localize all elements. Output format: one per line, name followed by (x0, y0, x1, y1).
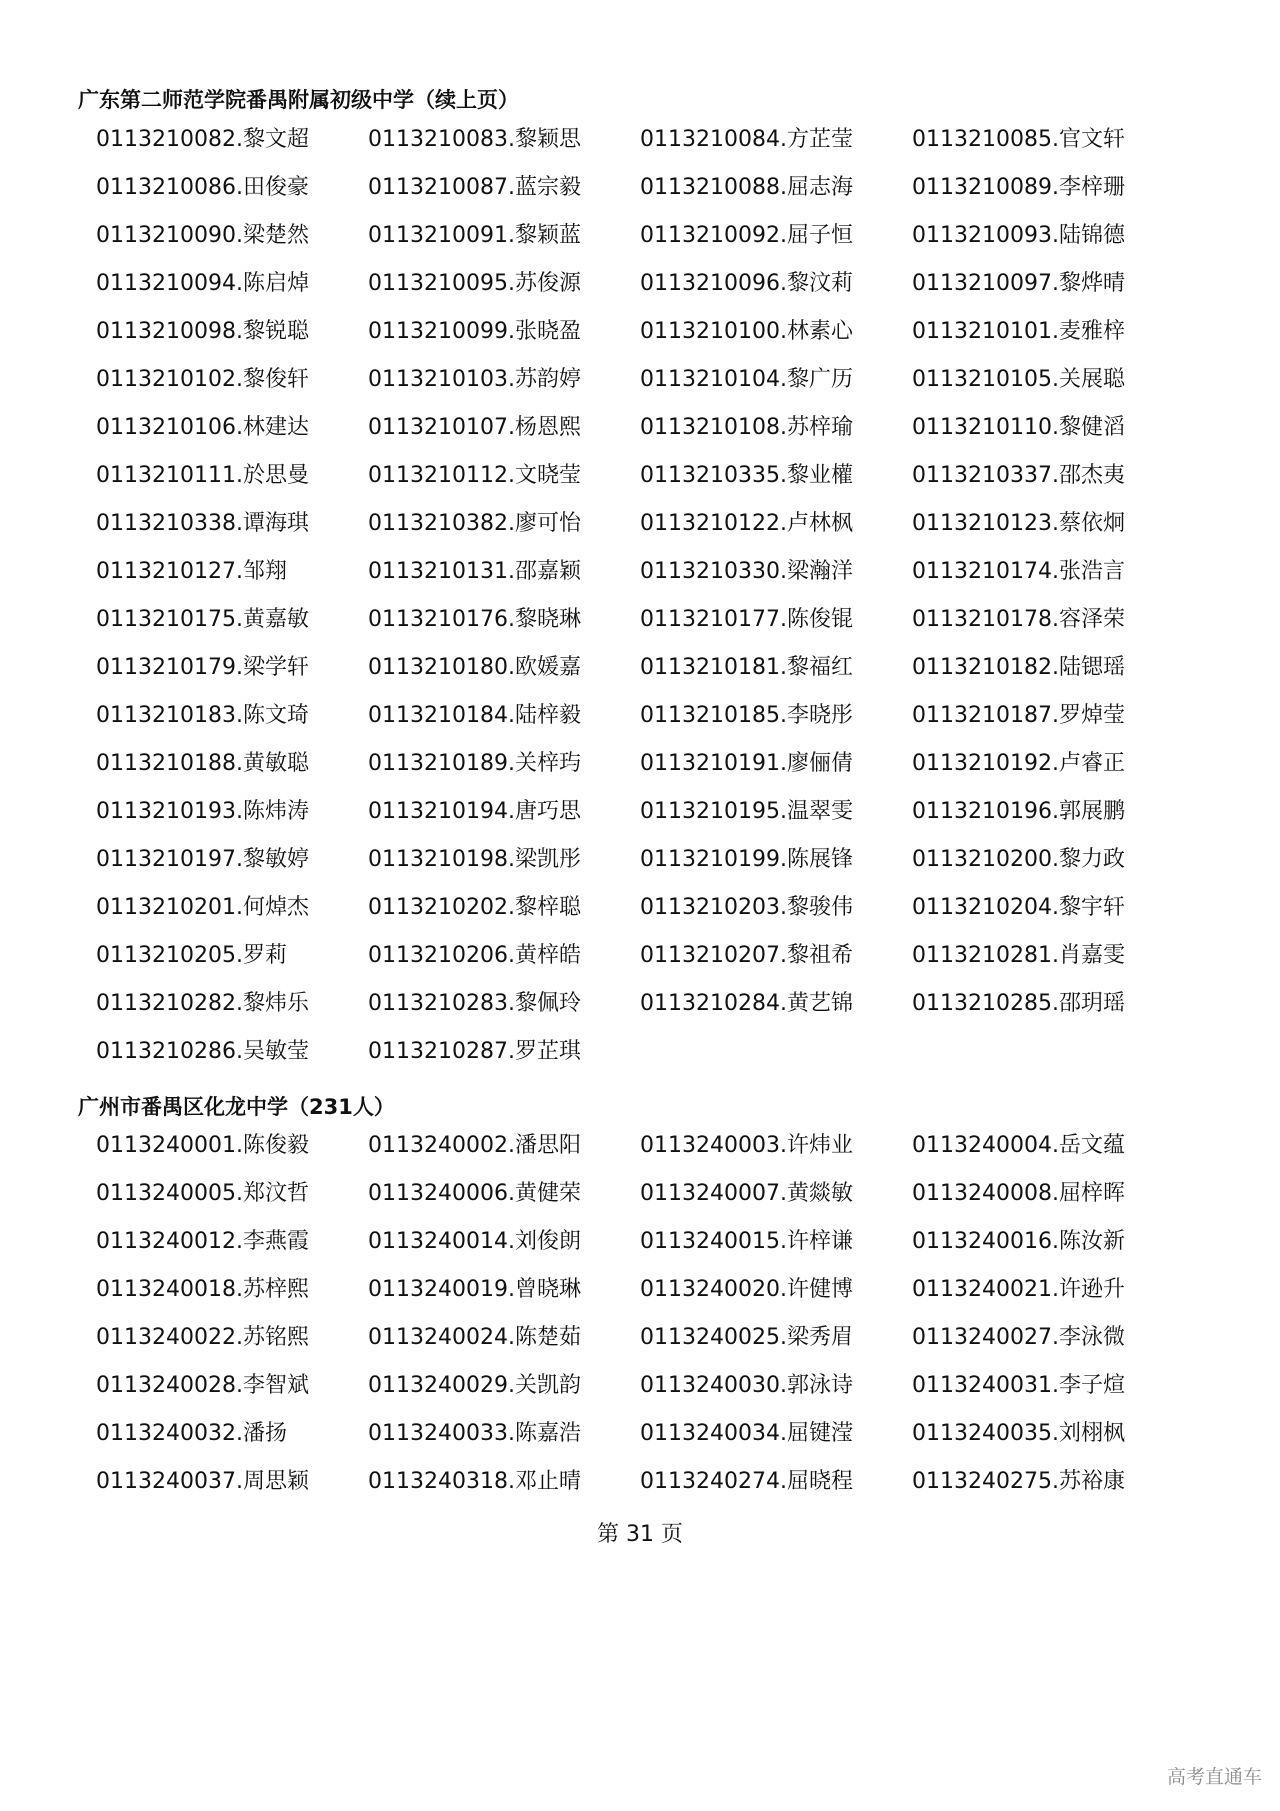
student-entry: 0113210286.吴敏莹 (96, 1039, 309, 1064)
student-entry: 0113210131.邵嘉颖 (368, 559, 581, 584)
student-entry: 0113240034.屈键滢 (640, 1421, 853, 1446)
student-entry: 0113210196.郭展鹏 (912, 799, 1125, 824)
student-entry: 0113210127.邹翔 (96, 559, 287, 584)
student-entry: 0113210335.黎业權 (640, 463, 853, 488)
student-entry: 0113240015.许梓谦 (640, 1229, 853, 1254)
student-entry: 0113210178.容泽荣 (912, 607, 1125, 632)
student-entry: 0113210083.黎颖思 (368, 127, 581, 152)
student-entry: 0113240027.李泳微 (912, 1325, 1125, 1350)
student-entry: 0113210111.於思曼 (96, 463, 309, 488)
student-entry: 0113210179.梁学轩 (96, 655, 309, 680)
student-entry: 0113240012.李燕霞 (96, 1229, 309, 1254)
page-number: 第 31 页 (597, 1522, 683, 1547)
student-entry: 0113210207.黎祖希 (640, 943, 853, 968)
student-entry: 0113210191.廖俪倩 (640, 751, 853, 776)
student-entry: 0113240030.郭泳诗 (640, 1373, 853, 1398)
student-entry: 0113210382.廖可怡 (368, 511, 581, 536)
student-entry: 0113210104.黎广历 (640, 367, 853, 392)
student-entry: 0113210176.黎晓琳 (368, 607, 581, 632)
student-entry: 0113210102.黎俊轩 (96, 367, 309, 392)
student-entry: 0113240008.屈梓晖 (912, 1181, 1125, 1206)
student-entry: 0113240037.周思颖 (96, 1469, 309, 1494)
student-entry: 0113210088.屈志海 (640, 175, 853, 200)
student-entry: 0113210105.关展聪 (912, 367, 1125, 392)
student-entry: 0113210198.梁凯彤 (368, 847, 581, 872)
student-entry: 0113210112.文晓莹 (368, 463, 581, 488)
section-title-2: 广州市番禺区化龙中学（231人） (78, 1095, 395, 1119)
student-entry: 0113210122.卢林枫 (640, 511, 853, 536)
student-entry: 0113210195.温翠雯 (640, 799, 853, 824)
student-entry: 0113240033.陈嘉浩 (368, 1421, 581, 1446)
student-entry: 0113210202.黎梓聪 (368, 895, 581, 920)
student-entry: 0113210204.黎宇轩 (912, 895, 1125, 920)
student-entry: 0113210181.黎福红 (640, 655, 853, 680)
student-entry: 0113210101.麦雅梓 (912, 319, 1125, 344)
student-entry: 0113210287.罗芷琪 (368, 1039, 581, 1064)
student-entry: 0113210085.官文轩 (912, 127, 1125, 152)
student-entry: 0113240029.关凯韵 (368, 1373, 581, 1398)
student-entry: 0113240001.陈俊毅 (96, 1133, 309, 1158)
student-entry: 0113210094.陈启焯 (96, 271, 309, 296)
student-entry: 0113240016.陈汝新 (912, 1229, 1125, 1254)
student-entry: 0113210082.黎文超 (96, 127, 309, 152)
student-entry: 0113210096.黎汶莉 (640, 271, 853, 296)
student-entry: 0113210174.张浩言 (912, 559, 1125, 584)
student-entry: 0113210338.谭海琪 (96, 511, 309, 536)
student-entry: 0113210110.黎健滔 (912, 415, 1125, 440)
student-entry: 0113240002.潘思阳 (368, 1133, 581, 1158)
student-entry: 0113210090.梁楚然 (96, 223, 309, 248)
student-entry: 0113210193.陈炜涛 (96, 799, 309, 824)
student-entry: 0113240022.苏铭熙 (96, 1325, 309, 1350)
student-entry: 0113210200.黎力政 (912, 847, 1125, 872)
student-entry: 0113240018.苏梓熙 (96, 1277, 309, 1302)
student-entry: 0113210091.黎颖蓝 (368, 223, 581, 248)
student-entry: 0113210205.罗莉 (96, 943, 287, 968)
student-entry: 0113210182.陆锶瑶 (912, 655, 1125, 680)
student-entry: 0113210093.陆锦德 (912, 223, 1125, 248)
student-entry: 0113210188.黄敏聪 (96, 751, 309, 776)
student-entry: 0113240031.李子煊 (912, 1373, 1125, 1398)
student-entry: 0113210108.苏梓瑜 (640, 415, 853, 440)
student-entry: 0113210194.唐巧思 (368, 799, 581, 824)
student-entry: 0113210201.何焯杰 (96, 895, 309, 920)
student-entry: 0113210095.苏俊源 (368, 271, 581, 296)
student-entry: 0113210084.方芷莹 (640, 127, 853, 152)
student-entry: 0113240006.黄健荣 (368, 1181, 581, 1206)
student-entry: 0113210123.蔡依炯 (912, 511, 1125, 536)
student-entry: 0113240028.李智斌 (96, 1373, 309, 1398)
student-entry: 0113210187.罗焯莹 (912, 703, 1125, 728)
student-entry: 0113210197.黎敏婷 (96, 847, 309, 872)
student-entry: 0113240007.黄燚敏 (640, 1181, 853, 1206)
student-entry: 0113210199.陈展锋 (640, 847, 853, 872)
student-entry: 0113210107.杨恩熙 (368, 415, 581, 440)
student-entry: 0113210285.邵玥瑶 (912, 991, 1125, 1016)
student-entry: 0113240035.刘栩枫 (912, 1421, 1125, 1446)
student-entry: 0113210089.李梓珊 (912, 175, 1125, 200)
student-entry: 0113210337.邵杰夷 (912, 463, 1125, 488)
watermark: 高考直通车 (1166, 1766, 1262, 1788)
student-entry: 0113240004.岳文蕴 (912, 1133, 1125, 1158)
student-entry: 0113210106.林建达 (96, 415, 309, 440)
student-entry: 0113240024.陈楚茹 (368, 1325, 581, 1350)
student-entry: 0113210086.田俊豪 (96, 175, 309, 200)
student-entry: 0113210100.林素心 (640, 319, 853, 344)
student-entry: 0113210175.黄嘉敏 (96, 607, 309, 632)
student-entry: 0113210282.黎炜乐 (96, 991, 309, 1016)
student-entry: 0113240003.许炜业 (640, 1133, 853, 1158)
student-entry: 0113240020.许健博 (640, 1277, 853, 1302)
student-entry: 0113210097.黎烨晴 (912, 271, 1125, 296)
student-entry: 0113240274.屈晓程 (640, 1469, 853, 1494)
student-entry: 0113210185.李晓彤 (640, 703, 853, 728)
student-entry: 0113240318.邓止晴 (368, 1469, 581, 1494)
student-entry: 0113210284.黄艺锦 (640, 991, 853, 1016)
student-entry: 0113240275.苏裕康 (912, 1469, 1125, 1494)
student-entry: 0113210283.黎佩玲 (368, 991, 581, 1016)
student-entry: 0113210330.梁瀚洋 (640, 559, 853, 584)
student-entry: 0113210189.关梓玙 (368, 751, 581, 776)
student-entry: 0113210206.黄梓皓 (368, 943, 581, 968)
student-entry: 0113210098.黎锐聪 (96, 319, 309, 344)
student-entry: 0113240021.许逊升 (912, 1277, 1125, 1302)
student-entry: 0113210177.陈俊锟 (640, 607, 853, 632)
student-entry: 0113210203.黎骏伟 (640, 895, 853, 920)
student-entry: 0113210192.卢睿正 (912, 751, 1125, 776)
student-entry: 0113210087.蓝宗毅 (368, 175, 581, 200)
student-entry: 0113210099.张晓盈 (368, 319, 581, 344)
student-entry: 0113210184.陆梓毅 (368, 703, 581, 728)
section-title-1: 广东第二师范学院番禺附属初级中学（续上页） (78, 88, 519, 112)
student-entry: 0113210281.肖嘉雯 (912, 943, 1125, 968)
student-entry: 0113240005.郑汶哲 (96, 1181, 309, 1206)
student-list-2 (96, 1122, 1226, 1506)
student-list-1 (96, 116, 1226, 1076)
student-entry: 0113210183.陈文琦 (96, 703, 309, 728)
student-entry: 0113210092.屈子恒 (640, 223, 853, 248)
student-entry: 0113240014.刘俊朗 (368, 1229, 581, 1254)
student-entry: 0113210103.苏韵婷 (368, 367, 581, 392)
student-entry: 0113210180.欧媛嘉 (368, 655, 581, 680)
student-entry: 0113240019.曾晓琳 (368, 1277, 581, 1302)
student-entry: 0113240032.潘扬 (96, 1421, 287, 1446)
student-entry: 0113240025.梁秀眉 (640, 1325, 853, 1350)
